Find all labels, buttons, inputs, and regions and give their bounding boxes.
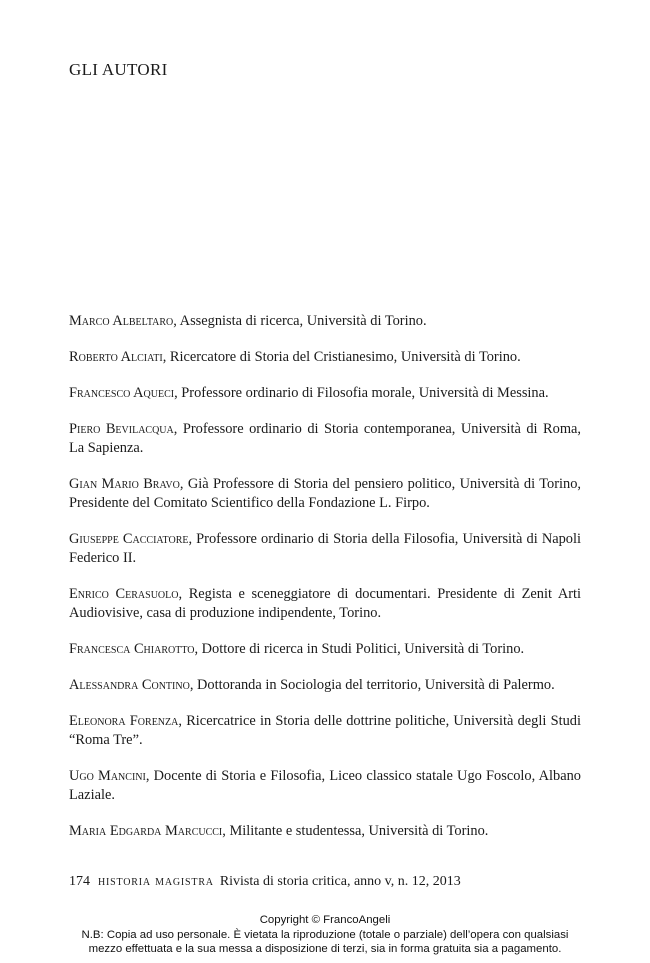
author-description: , Regista e sceneggiatore di documentari. Presidente di Zenit Arti Audiovisive, casa di produzione indipendente, Torino. (69, 586, 581, 621)
author-name: Giuseppe Cacciatore (69, 531, 189, 547)
author-description: , Dottore di ricerca in Studi Politici, Università di Torino. (194, 641, 525, 657)
author-description: , Dottoranda in Sociologia del territorio, Università di Palermo. (189, 677, 555, 693)
author-entry (69, 712, 581, 750)
usage-notice-line: mezzo effettuata e la sua messa a disposizione di terzi, sia in forma gratuita sia a pagamento. (88, 943, 562, 956)
author-entry (69, 420, 581, 458)
author-entry (69, 530, 581, 568)
author-entry (69, 822, 581, 841)
author-name: Francesca Chiarotto (69, 641, 195, 657)
usage-notice-line: N.B: Copia ad uso personale. È vietata la riproduzione (totale o parziale) dell’opera con qualsiasi (81, 928, 569, 941)
author-description: , Docente di Storia e Filosofia, Liceo classico statale Ugo Foscolo, Albano Laziale. (69, 768, 581, 803)
author-description: , Militante e studentessa, Università di Torino. (222, 823, 489, 839)
author-name: Piero Bevilacqua (69, 421, 174, 437)
copyright-line: Copyright © FrancoAngeli (259, 914, 391, 926)
author-description: , Ricercatore di Storia del Cristianesimo, Università di Torino. (162, 349, 521, 365)
author-description: , Professore ordinario di Storia della Filosofia, Università di Napoli Federico II. (69, 531, 581, 566)
author-entry (69, 585, 581, 623)
author-name: Gian Mario Bravo (69, 476, 180, 492)
journal-citation: Rivista di storia critica, anno v, n. 12, 2013 (219, 874, 461, 889)
author-entry (69, 676, 581, 695)
author-description: , Già Professore di Storia del pensiero politico, Università di Torino, Presidente del Comitato Scientifico della Fondazione L. Firpo. (69, 476, 581, 511)
author-list (69, 312, 581, 841)
author-name: Marco Albeltaro (69, 313, 174, 329)
author-name: Roberto Alciati (69, 349, 163, 365)
author-name: Ugo Mancini (69, 768, 146, 784)
journal-name: historia magistra (98, 874, 214, 889)
author-name: Francesco Aqueci (69, 385, 175, 401)
page-title: GLI AUTORI (69, 60, 168, 79)
author-name: Eleonora Forenza (69, 713, 179, 729)
author-name: Enrico Cerasuolo (69, 586, 179, 602)
author-description: , Assegnista di ricerca, Università di Torino. (173, 313, 427, 329)
author-name: Alessandra Contino (69, 677, 190, 693)
author-entry (69, 384, 581, 403)
author-name: Maria Edgarda Marcucci (69, 823, 223, 839)
author-entry (69, 640, 581, 659)
author-description: , Ricercatrice in Storia delle dottrine politiche, Università degli Studi “Roma Tre”. (69, 713, 582, 748)
page-footer (69, 874, 461, 890)
author-entry (69, 312, 581, 331)
author-entry (69, 767, 581, 805)
author-description: , Professore ordinario di Filosofia morale, Università di Messina. (174, 385, 549, 401)
copyright-notice (0, 913, 650, 957)
page-number: 174 (69, 874, 90, 889)
author-entry (69, 348, 581, 367)
author-entry (69, 475, 581, 513)
author-description: , Professore ordinario di Storia contemporanea, Università di Roma, La Sapienza. (69, 421, 582, 456)
